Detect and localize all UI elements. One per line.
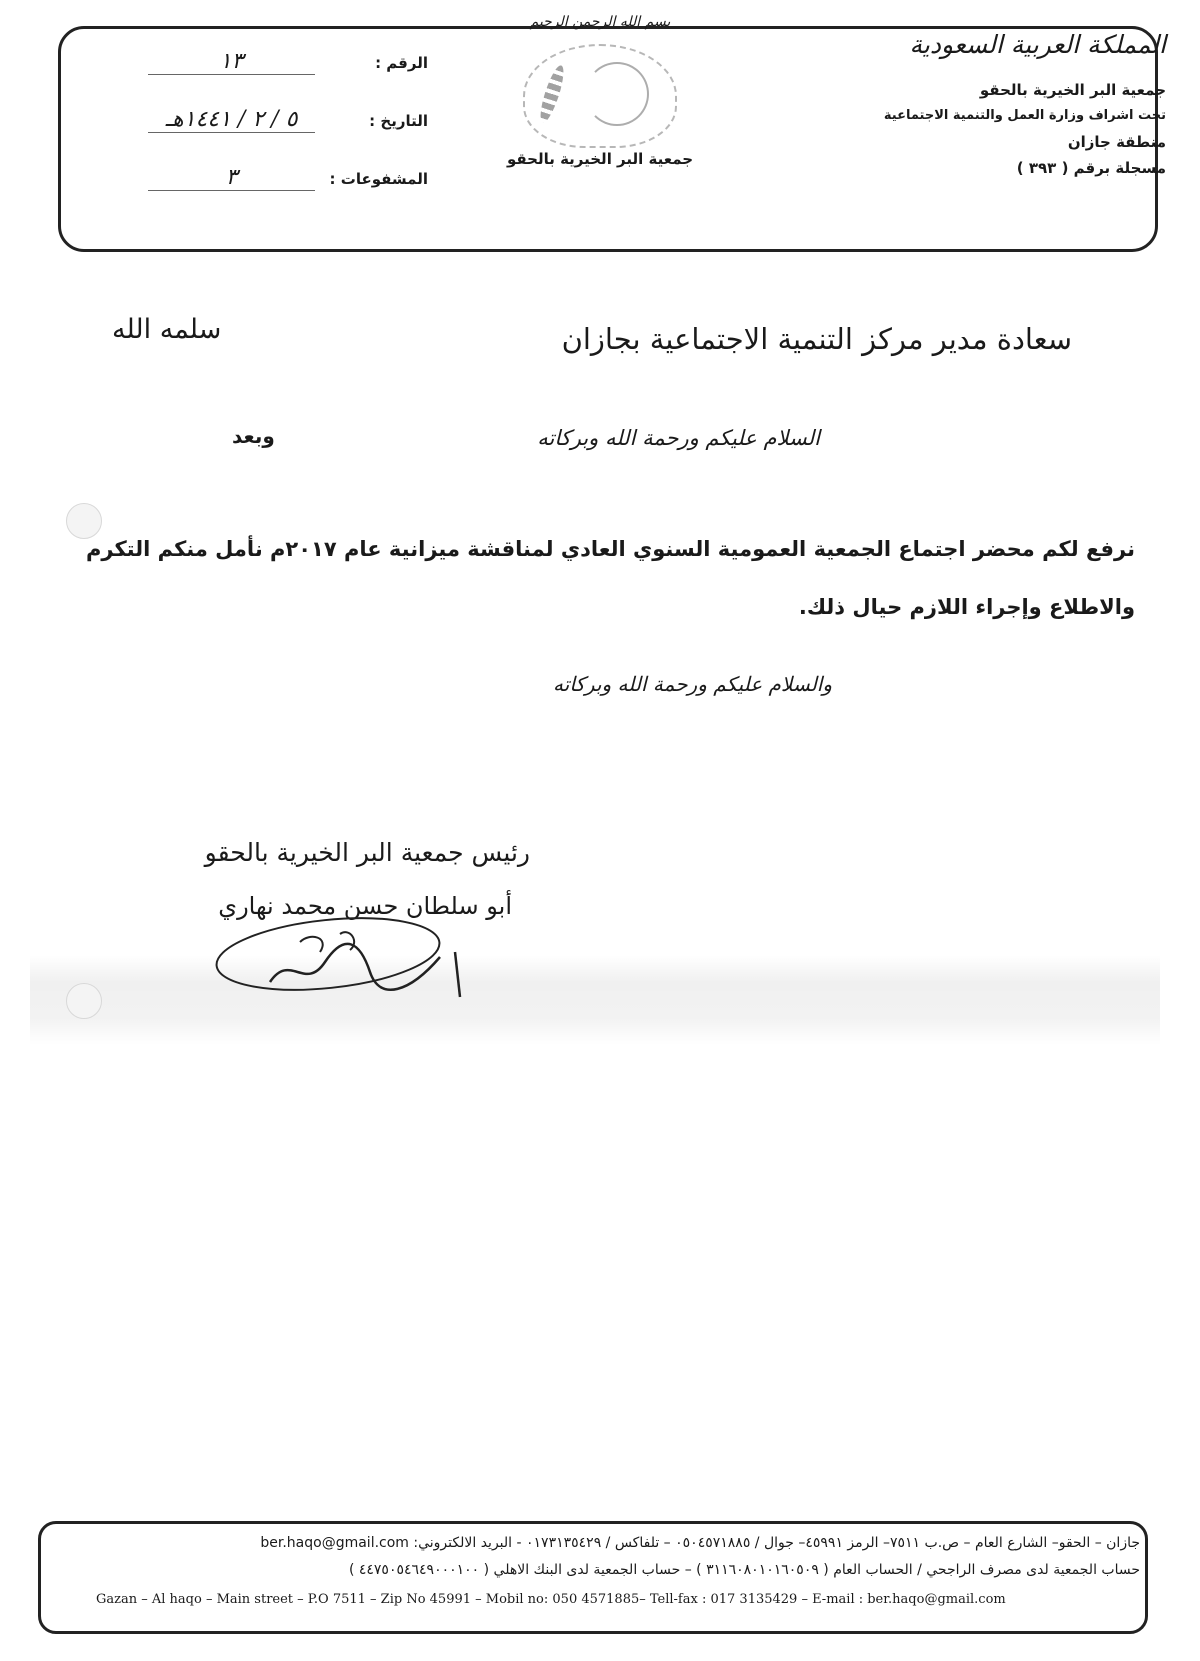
body-line-2: والاطلاع وإجراء اللازم حيال ذلك. bbox=[798, 595, 1135, 619]
honorific: سلمه الله bbox=[112, 314, 222, 345]
kingdom-name: المملكة العربية السعودية bbox=[909, 30, 1166, 59]
reference-number-field bbox=[148, 50, 428, 108]
basmala: بسم الله الرحمن الرحيم bbox=[529, 14, 671, 30]
letter-body bbox=[65, 520, 1135, 636]
punch-hole bbox=[66, 983, 102, 1019]
field-label: المشفوعات : bbox=[329, 170, 428, 188]
body-line-1: نرفع لكم محضر اجتماع الجمعية العمومية السنوي العادي لمناقشة ميزانية عام ٢٠١٧م نأمل منكم التكرم bbox=[85, 537, 1135, 561]
letterhead-org-block bbox=[836, 30, 1166, 181]
supervision-text: تحت اشراف وزارة العمل والتنمية الاجتماعية bbox=[883, 108, 1166, 123]
field-label: الرقم : bbox=[375, 54, 428, 72]
region-text: منطقة جازان bbox=[1067, 133, 1166, 151]
recipient-line: سعادة مدير مركز التنمية الاجتماعية بجازان bbox=[561, 322, 1072, 356]
handwritten-signature bbox=[210, 912, 490, 1007]
attachments-field bbox=[148, 166, 428, 224]
footer-contact-line: جازان – الحقو– الشارع العام – ص.ب ٧٥١١– الرمز ٤٥٩٩١– جوال / ٠٥٠٤٥٧١٨٨٥ – تلفاكس / ٠١٧٣١٣٥٤٢٩ - البريد الالكتروني: ber.haqo@gmail.com bbox=[260, 1535, 1140, 1551]
wabaad: وبعد bbox=[232, 424, 275, 448]
scan-shadow bbox=[30, 955, 1160, 1045]
logo-caption: جمعية البر الخيرية بالحقو bbox=[506, 150, 694, 168]
footer-bank-line: حساب الجمعية لدى مصرف الراجحي / الحساب العام ( ٣١١٦٠٨٠١٠١٦٠٥٠٩ ) – حساب الجمعية لدى البنك الاهلي ( ٤٤٧٥٠٥٤٦٤٩٠٠٠١٠٠ ) bbox=[348, 1562, 1140, 1578]
punch-hole bbox=[66, 503, 102, 539]
org-logo-icon bbox=[523, 44, 677, 148]
date-field bbox=[148, 108, 428, 166]
field-value: ١٣ bbox=[148, 50, 315, 75]
org-name: جمعية البر الخيرية بالحقو bbox=[979, 81, 1166, 99]
field-label: التاريخ : bbox=[369, 112, 428, 130]
greeting: السلام عليكم ورحمة الله وبركاته bbox=[537, 426, 820, 450]
footer-english-line: Gazan – Al haqo – Main street – P.O 7511 – Zip No 45991 – Mobil no: 050 4571885– Tell-fax : 017 3135429 – E-mail : ber.haqo@gmail.com bbox=[96, 1592, 1006, 1607]
signatory-name: أبو سلطان حسن محمد نهاري bbox=[218, 892, 512, 920]
letterhead-center bbox=[450, 14, 750, 168]
field-value: ٣ bbox=[148, 166, 315, 191]
signatory-title: رئيس جمعية البر الخيرية بالحقو bbox=[204, 838, 530, 867]
closing-greeting: والسلام عليكم ورحمة الله وبركاته bbox=[553, 672, 832, 696]
reference-fields bbox=[148, 50, 428, 224]
field-value: ٥ / ٢ / ١٤٤١هـ bbox=[148, 108, 315, 133]
registration-text: مسجلة برقم ( ٣٩٣ ) bbox=[1016, 159, 1166, 177]
